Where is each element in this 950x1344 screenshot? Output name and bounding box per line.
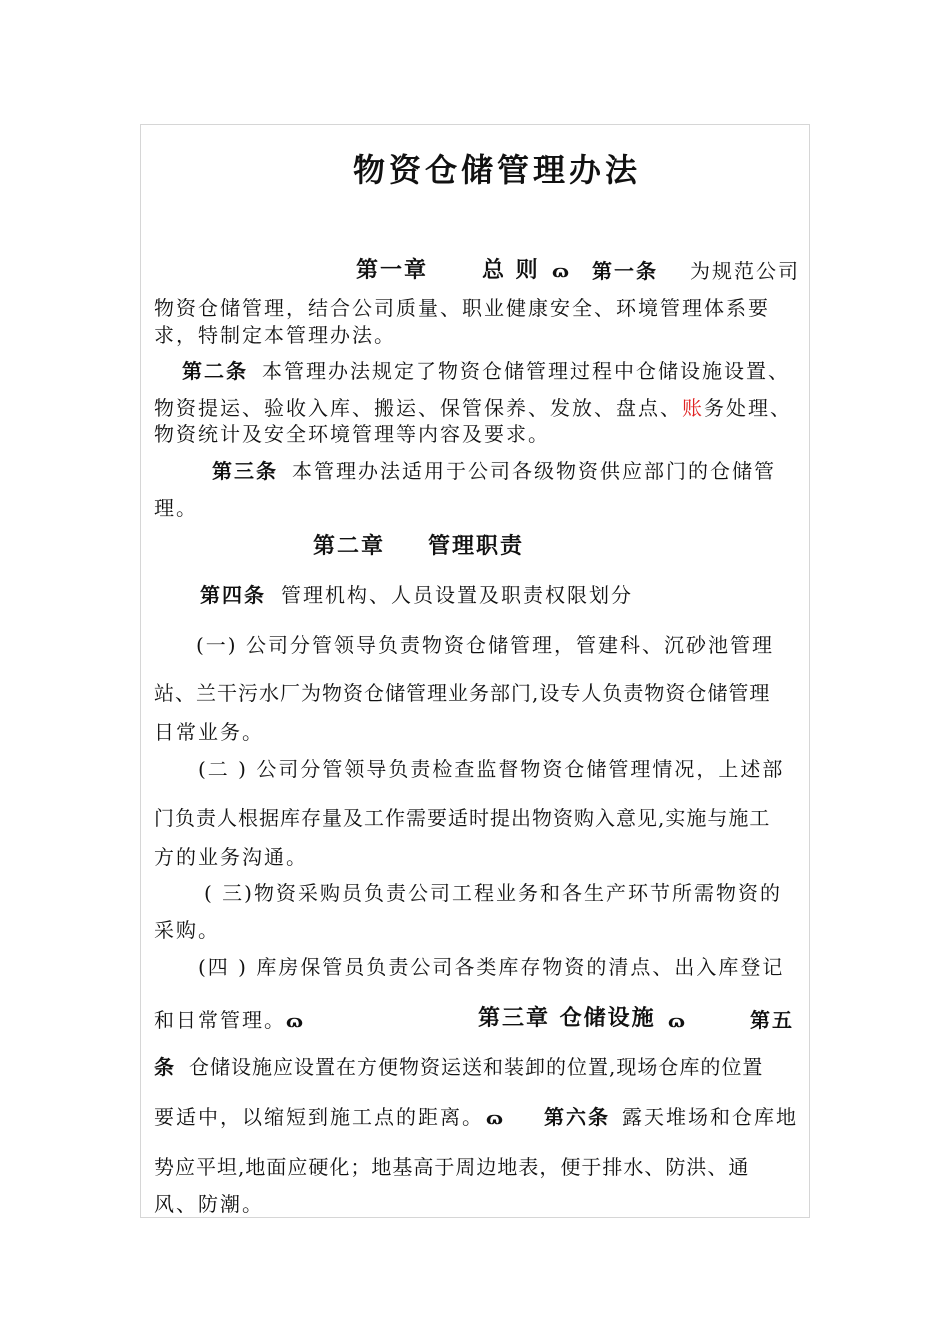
- article6-label: 第六条: [544, 1105, 610, 1129]
- article1-text-b: 物资仓储管理，结合公司质量、职业健康安全、环境管理体系要: [154, 296, 770, 320]
- article5-text-b: 要适中，以缩短到施工点的距离。: [154, 1105, 484, 1129]
- article1-text-a: 为规范公司: [690, 259, 800, 283]
- article2-text-c: 物资统计及安全环境管理等内容及要求。: [154, 422, 550, 446]
- article6-text-a: 露天堆场和仓库地: [622, 1105, 798, 1129]
- item2-line-c: 方的业务沟通。: [154, 845, 308, 869]
- item1-line-a: (一) 公司分管领导负责物资仓储管理，管建科、沉砂池管理: [196, 633, 774, 657]
- paragraph-mark-icon: ɷ: [486, 1108, 505, 1129]
- paragraph-mark-icon: ɷ: [668, 1011, 687, 1032]
- article5-text-a: 仓储设施应设置在方便物资运送和装卸的位置,现场仓库的位置: [189, 1055, 764, 1079]
- chapter1-number: 第一章: [356, 257, 429, 283]
- item2-line-b: 门负责人根据库存量及工作需要适时提出物资购入意见,实施与施工: [154, 806, 771, 830]
- article6-text-c: 风、防潮。: [154, 1192, 264, 1216]
- article5-label-a: 第五: [750, 1008, 794, 1032]
- article1-label: 第一条: [592, 259, 658, 283]
- article2-text-a: 本管理办法规定了物资仓储管理过程中仓储设施设置、: [262, 359, 790, 383]
- item3-line-a: ( 三)物资采购员负责公司工程业务和各生产环节所需物资的: [204, 881, 782, 905]
- item3-line-b: 采购。: [154, 918, 220, 942]
- article4-label: 第四条: [200, 583, 266, 607]
- document-page: [140, 124, 810, 1218]
- item1-line-c: 日常业务。: [154, 720, 264, 744]
- article4-text: 管理机构、人员设置及职责权限划分: [281, 583, 633, 607]
- article2-text-b: [154, 396, 792, 420]
- article3-text-b: 理。: [154, 496, 198, 520]
- item2-line-a: (二 ) 公司分管领导负责检查监督物资仓储管理情况，上述部: [198, 757, 785, 781]
- chapter2-number: 第二章: [313, 533, 386, 559]
- article3-label: 第三条: [212, 459, 278, 483]
- document-title: 物资仓储管理办法: [353, 151, 642, 189]
- chapter2-name: 管理职责: [428, 533, 525, 559]
- chapter1-name: 总 则: [482, 257, 540, 283]
- article2-text-b-red: 账: [682, 396, 704, 420]
- item1-line-b: 站、兰干污水厂为物资仓储管理业务部门,设专人负责物资仓储管理: [154, 681, 771, 705]
- article2-text-b-pre: 物资提运、验收入库、搬运、保管保养、发放、盘点、: [154, 396, 682, 420]
- paragraph-mark-icon: ɷ: [286, 1011, 305, 1032]
- article2-label: 第二条: [182, 359, 248, 383]
- article2-text-b-post: 务处理、: [704, 396, 792, 420]
- paragraph-mark-icon: ɷ: [552, 261, 571, 282]
- article5-label-b: 条: [154, 1055, 176, 1079]
- article6-text-b: 势应平坦,地面应硬化；地基高于周边地表，便于排水、防洪、通: [154, 1155, 750, 1179]
- article3-text-a: 本管理办法适用于公司各级物资供应部门的仓储管: [292, 459, 776, 483]
- item4-line-b: 和日常管理。: [154, 1008, 286, 1032]
- item4-line-a: (四 ) 库房保管员负责公司各类库存物资的清点、出入库登记: [198, 955, 785, 979]
- chapter3-heading: 第三章 仓储设施: [478, 1005, 656, 1031]
- article1-text-c: 求，特制定本管理办法。: [154, 323, 396, 347]
